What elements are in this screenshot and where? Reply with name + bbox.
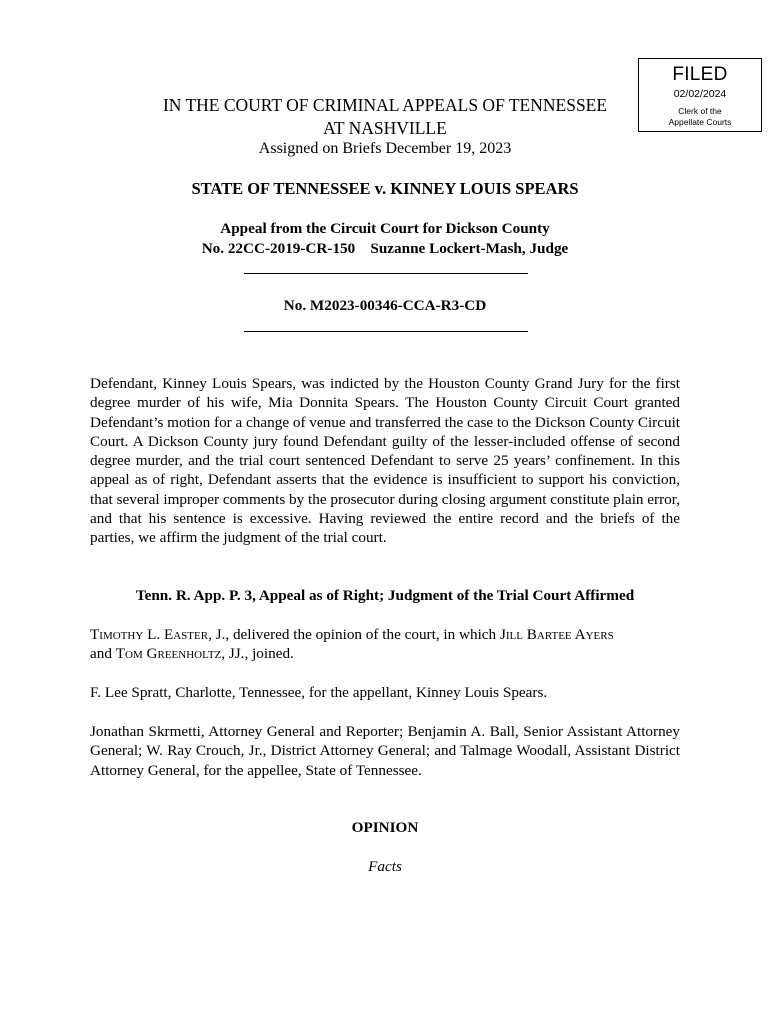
holding: Tenn. R. App. P. 3, Appeal as of Right; Judgment of the Trial Court Affirmed	[135, 587, 635, 604]
case-summary: Defendant, Kinney Louis Spears, was indicted by the Houston County Grand Jury for the first degree murder of his wife, Mia Donnita Spears. The Houston County Circuit Court granted Defendant’s motion for a change of venue and transferred the case to the Dickson County Circuit Court. A Dickson County jury found Defendant guilty of the lesser-included offense of second degree murder, and the trial court sentenced Defendant to serve 25 years’ confinement. In this appeal as of right, Defendant asserts that the evidence is insufficient to support his conviction, that several improper comments by the prosecutor during closing argument constitute plain error, and that his sentence is excessive. Having reviewed the entire record and the briefs of the parties, we affirm the judgment of the trial court.	[90, 375, 681, 547]
divider-top	[244, 273, 528, 274]
authoring-judge: Timothy L. Easter	[90, 626, 209, 643]
authorship-statement	[90, 625, 690, 664]
case-title: STATE OF TENNESSEE v. KINNEY LOUIS SPEARS	[191, 179, 579, 198]
filed-stamp-courts: Appellate Courts	[668, 117, 732, 127]
filed-stamp-clerk: Clerk of the	[678, 106, 722, 116]
appellant-counsel: F. Lee Spratt, Charlotte, Tennessee, for the appellant, Kinney Louis Spears.	[90, 684, 548, 701]
concurring-judge-2: Tom Greenholtz	[115, 645, 222, 663]
facts-heading: Facts	[368, 858, 402, 875]
opinion-heading: OPINION	[351, 819, 419, 836]
trial-court-docket: No. 22CC-2019-CR-150 Suzanne Lockert-Mash, Judge	[201, 240, 569, 257]
authorship-text-3: , JJ., joined.	[221, 645, 294, 663]
appeal-origin: Appeal from the Circuit Court for Dickson County	[220, 220, 550, 237]
filed-stamp-date: 02/02/2024	[673, 88, 727, 100]
authorship-text-2: and	[90, 645, 116, 663]
appellate-docket-number: No. M2023-00346-CCA-R3-CD	[283, 297, 487, 314]
court-name: IN THE COURT OF CRIMINAL APPEALS OF TENNESSEE	[162, 95, 608, 115]
concurring-judge-1: Jill Bartee Ayers	[499, 626, 614, 643]
court-location: AT NASHVILLE	[323, 118, 447, 138]
appellee-counsel: Jonathan Skrmetti, Attorney General and Reporter; Benjamin A. Ball, Senior Assistant Attorney General; W. Ray Crouch, Jr., District Attorney General; and Talmage Woodall, Assistant District Attorney General, for the appellee, State of Tennessee.	[90, 723, 680, 779]
authorship-text-1: , J., delivered the opinion of the court, in which	[208, 626, 500, 643]
filed-stamp-title: FILED	[672, 64, 728, 85]
assigned-date: Assigned on Briefs December 19, 2023	[258, 140, 512, 157]
divider-bottom	[244, 331, 528, 332]
